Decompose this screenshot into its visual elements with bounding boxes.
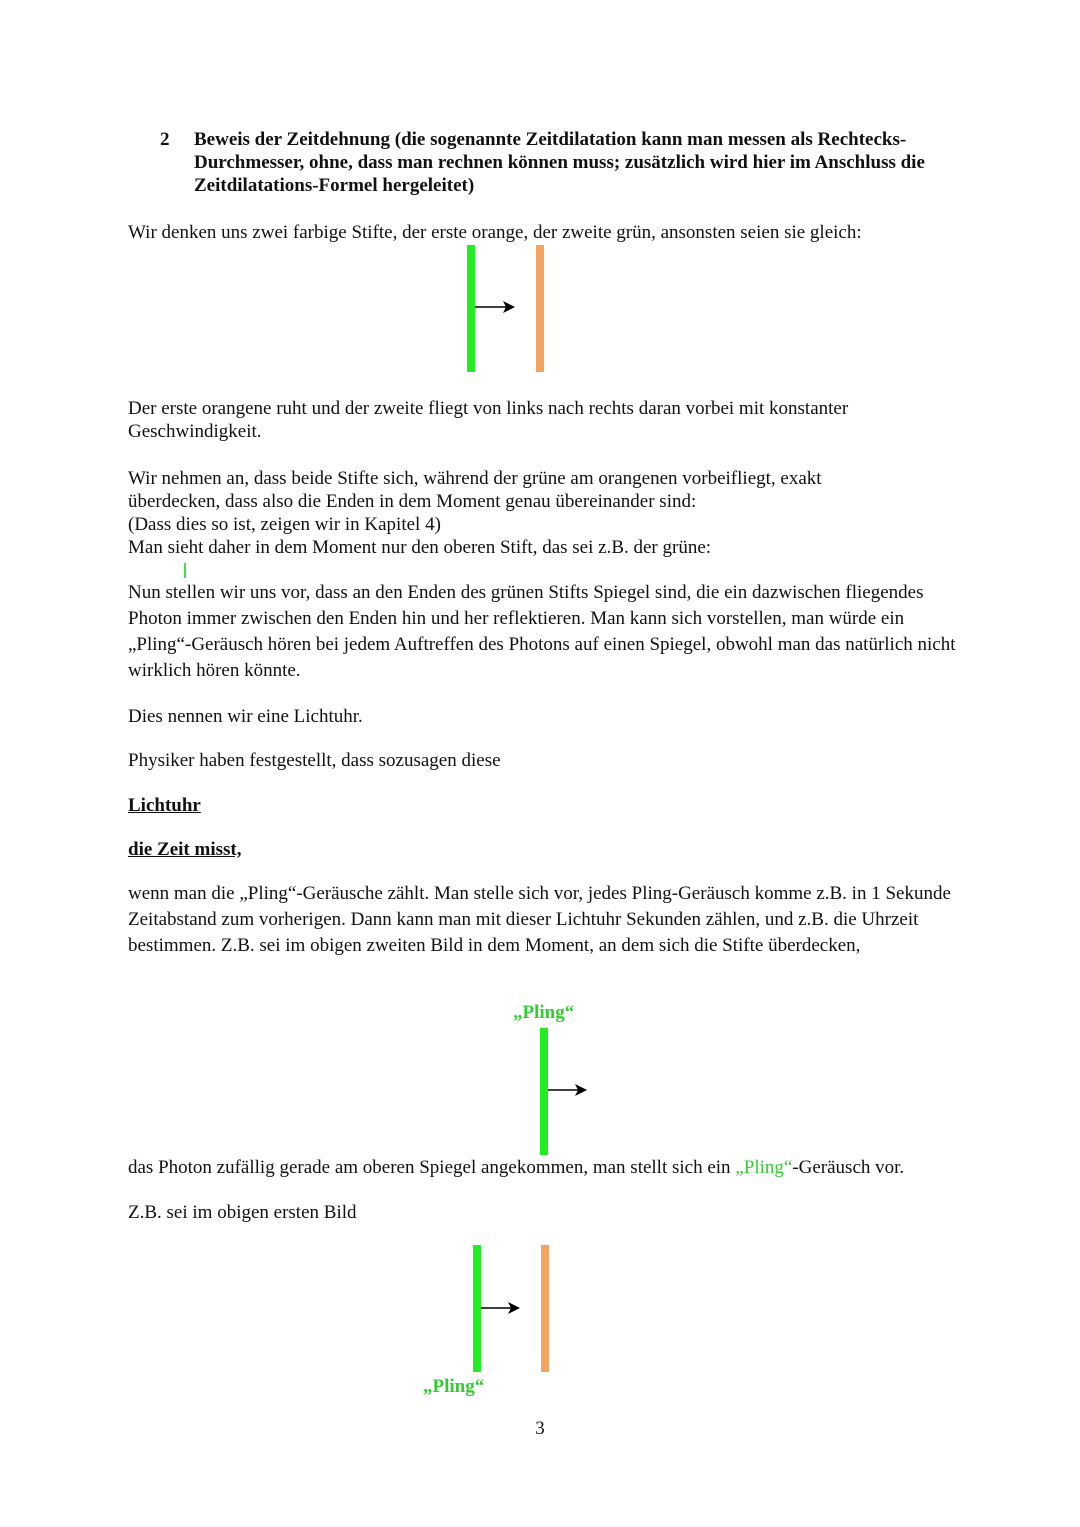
- orange-pen-3: [541, 1245, 549, 1372]
- section-number: 2: [160, 129, 170, 150]
- orange-pen-1: [536, 245, 544, 372]
- paragraph-overlap-4: Man sieht daher in dem Moment nur den oberen Stift, das sei z.B. der grüne:: [128, 537, 712, 558]
- pling-label-bottom: „Pling“: [423, 1376, 485, 1397]
- paragraph-zeit-misst-wrap: [128, 838, 958, 861]
- zeit-misst-underlined: die Zeit misst,: [128, 839, 242, 860]
- photon-text-before: das Photon zufällig gerade am oberen Spiegel angekommen, man stellt sich ein: [128, 1157, 736, 1178]
- paragraph-overlap-2: überdecken, dass also die Enden in dem Moment genau übereinander sind:: [128, 491, 697, 512]
- green-pen-1: [467, 245, 475, 372]
- paragraph-physicists: Physiker haben festgestellt, dass sozusagen diese: [128, 750, 501, 771]
- paragraph-pens-intro: Wir denken uns zwei farbige Stifte, der erste orange, der zweite grün, ansonsten seien sie gleich:: [128, 222, 862, 243]
- arrow-2-head: [575, 1084, 587, 1096]
- paragraph-mirrors: Nun stellen wir uns vor, dass an den Enden des grünen Stifts Spiegel sind, die ein dazwischen fliegendes Photon immer zwischen den Enden hin und her reflektieren. Man kann sich vorstellen, man würde ein „Pling“-Geräusch hören bei jedem Auftreffen des Photons auf einen Spiegel, obwohl man das natürlich nicht wirklich hören könnte.: [128, 582, 956, 681]
- paragraph-overlap-1: Wir nehmen an, dass beide Stifte sich, während der grüne am orangenen vorbeifliegt, exakt: [128, 468, 822, 489]
- small-green-pen: [184, 563, 186, 578]
- paragraph-lichtuhr-wrap: [128, 794, 958, 817]
- photon-text-pling: „Pling“: [735, 1157, 793, 1178]
- paragraph-photon-top: [128, 1156, 988, 1179]
- photon-text-after: -Geräusch vor.: [792, 1157, 905, 1178]
- paragraph-overlap-3: (Dass dies so ist, zeigen wir in Kapitel 4): [128, 514, 441, 535]
- paragraph-pen-motion: Der erste orangene ruht und der zweite fliegt von links nach rechts daran vorbei mit konstanter Geschwindigkeit.: [128, 398, 849, 442]
- section-title: Beweis der Zeitdehnung (die sogenannte Zeitdilatation kann man messen als Rechtecks-Durchmesser, ohne, dass man rechnen können muss; zusätzlich wird hier im Anschluss die Zeitdilatations-Formel hergeleitet): [194, 129, 925, 196]
- paragraph-first-image: Z.B. sei im obigen ersten Bild: [128, 1202, 357, 1223]
- lichtuhr-underlined: Lichtuhr: [128, 795, 201, 816]
- pling-label-top: „Pling“: [513, 1002, 575, 1023]
- page-number: 3: [535, 1418, 545, 1439]
- arrow-3-head: [508, 1302, 520, 1314]
- green-pen-2: [540, 1028, 548, 1155]
- paragraph-counting: wenn man die „Pling“-Geräusche zählt. Man stelle sich vor, jedes Pling-Geräusch komme z.B. in 1 Sekunde Zeitabstand zum vorherigen. Dann kann man mit dieser Lichtuhr Sekunden zählen, und z.B. die Uhrzeit bestimmen. Z.B. sei im obigen zweiten Bild in dem Moment, an dem sich die Stifte überdecken,: [128, 883, 951, 956]
- green-pen-3: [473, 1245, 481, 1372]
- paragraph-lichtuhr-def: Dies nennen wir eine Lichtuhr.: [128, 706, 363, 727]
- arrow-1-head: [503, 301, 515, 313]
